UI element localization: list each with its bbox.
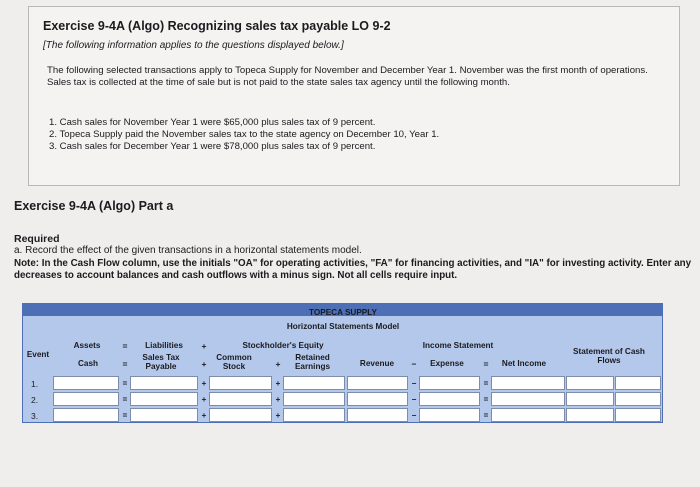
plus-sign: + <box>275 379 281 388</box>
company-name: TOPECA SUPPLY <box>309 308 377 317</box>
common-stock-input-row-2[interactable] <box>209 392 272 406</box>
cash-flow-activity-input-row-2[interactable] <box>615 392 661 406</box>
model-title: Horizontal Statements Model <box>286 322 400 331</box>
sales-tax-payable-label: Sales Tax Payable <box>142 353 180 371</box>
revenue-input-row-2[interactable] <box>347 392 408 406</box>
income-statement-label: Income Statement <box>422 341 494 350</box>
cash-flow-amount-input-row-3[interactable] <box>566 408 614 422</box>
exercise-info-box <box>28 6 680 186</box>
cash-input-row-3[interactable] <box>53 408 119 422</box>
expense-input-row-2[interactable] <box>419 392 480 406</box>
equals-sign: = <box>483 411 489 420</box>
plus-sign: + <box>201 359 207 369</box>
plus-sign: + <box>275 395 281 404</box>
plus-sign: + <box>201 379 207 388</box>
net-income-label: Net Income <box>501 359 547 368</box>
common-stock-input-row-3[interactable] <box>209 408 272 422</box>
expense-label: Expense <box>430 359 464 368</box>
equity-label: Stockholder's Equity <box>242 341 324 350</box>
row-label-1: 1. <box>31 379 39 389</box>
retained-earnings-input-row-3[interactable] <box>283 408 345 422</box>
cash-flow-activity-input-row-1[interactable] <box>615 376 661 390</box>
common-stock-input-row-1[interactable] <box>209 376 272 390</box>
horizontal-statements-model <box>22 303 663 423</box>
cash-input-row-2[interactable] <box>53 392 119 406</box>
sales-tax-payable-input-row-3[interactable] <box>130 408 198 422</box>
cash-label: Cash <box>77 359 99 368</box>
minus-sign: − <box>411 379 417 388</box>
plus-sign: + <box>275 411 281 420</box>
part-title: Exercise 9-4A (Algo) Part a <box>14 199 174 213</box>
transaction-3: 3. Cash sales for December Year 1 were $78,000 plus sales tax of 9 percent. <box>49 141 376 152</box>
minus-sign: − <box>411 395 417 404</box>
transaction-1: 1. Cash sales for November Year 1 were $65,000 plus sales tax of 9 percent. <box>49 117 376 128</box>
retained-earnings-input-row-2[interactable] <box>283 392 345 406</box>
liabilities-label: Liabilities <box>145 341 183 350</box>
sales-tax-payable-input-row-2[interactable] <box>130 392 198 406</box>
equals-sign: = <box>483 359 489 369</box>
equals-sign: = <box>483 395 489 404</box>
revenue-label: Revenue <box>359 359 395 368</box>
assets-label: Assets <box>73 341 101 350</box>
sales-tax-payable-input-row-1[interactable] <box>130 376 198 390</box>
transaction-2: 2. Topeca Supply paid the November sales tax to the state agency on December 10, Year 1. <box>49 129 440 140</box>
exercise-subtitle: [The following information applies to the questions displayed below.] <box>43 40 344 51</box>
exercise-title: Exercise 9-4A (Algo) Recognizing sales tax payable LO 9-2 <box>43 19 391 33</box>
plus-sign: + <box>275 359 281 369</box>
net-income-input-row-2[interactable] <box>491 392 565 406</box>
equals-sign: = <box>122 379 128 388</box>
plus-sign: + <box>201 395 207 404</box>
cash-flow-activity-input-row-3[interactable] <box>615 408 661 422</box>
plus-sign: + <box>201 341 207 351</box>
cash-flows-label: Statement of Cash Flows <box>573 347 645 365</box>
instruction-text: a. Record the effect of the given transactions in a horizontal statements model. <box>14 245 362 256</box>
revenue-input-row-3[interactable] <box>347 408 408 422</box>
minus-sign: − <box>411 359 417 369</box>
revenue-input-row-1[interactable] <box>347 376 408 390</box>
exercise-paragraph: The following selected transactions apply to Topeca Supply for November and December Year 1. November was the first month of operations. Sales tax is collected at the time of sale but is not paid to the state sales tax agency until the following month. <box>47 65 648 88</box>
equals-sign: = <box>122 395 128 404</box>
plus-sign: + <box>201 411 207 420</box>
event-label: Event <box>26 350 50 359</box>
cash-input-row-1[interactable] <box>53 376 119 390</box>
equals-sign: = <box>122 411 128 420</box>
cash-flow-amount-input-row-1[interactable] <box>566 376 614 390</box>
equals-sign: = <box>483 379 489 388</box>
net-income-input-row-1[interactable] <box>491 376 565 390</box>
equals-sign: = <box>122 359 128 369</box>
required-label: Required <box>14 233 60 245</box>
retained-earnings-label: Retained Earnings <box>294 353 331 371</box>
retained-earnings-input-row-1[interactable] <box>283 376 345 390</box>
common-stock-label: Common Stock <box>216 353 252 371</box>
expense-input-row-1[interactable] <box>419 376 480 390</box>
note-text: Note: In the Cash Flow column, use the initials "OA" for operating activities, "FA" for financing activities, and "IA" for investing activity. Enter any decreases to account balances and cash outflows with a minus sign. Not all cells require input. <box>14 258 692 281</box>
equals-sign: = <box>122 341 128 351</box>
minus-sign: − <box>411 411 417 420</box>
row-label-2: 2. <box>31 395 39 405</box>
cash-flow-amount-input-row-2[interactable] <box>566 392 614 406</box>
row-label-3: 3. <box>31 411 39 421</box>
net-income-input-row-3[interactable] <box>491 408 565 422</box>
expense-input-row-3[interactable] <box>419 408 480 422</box>
